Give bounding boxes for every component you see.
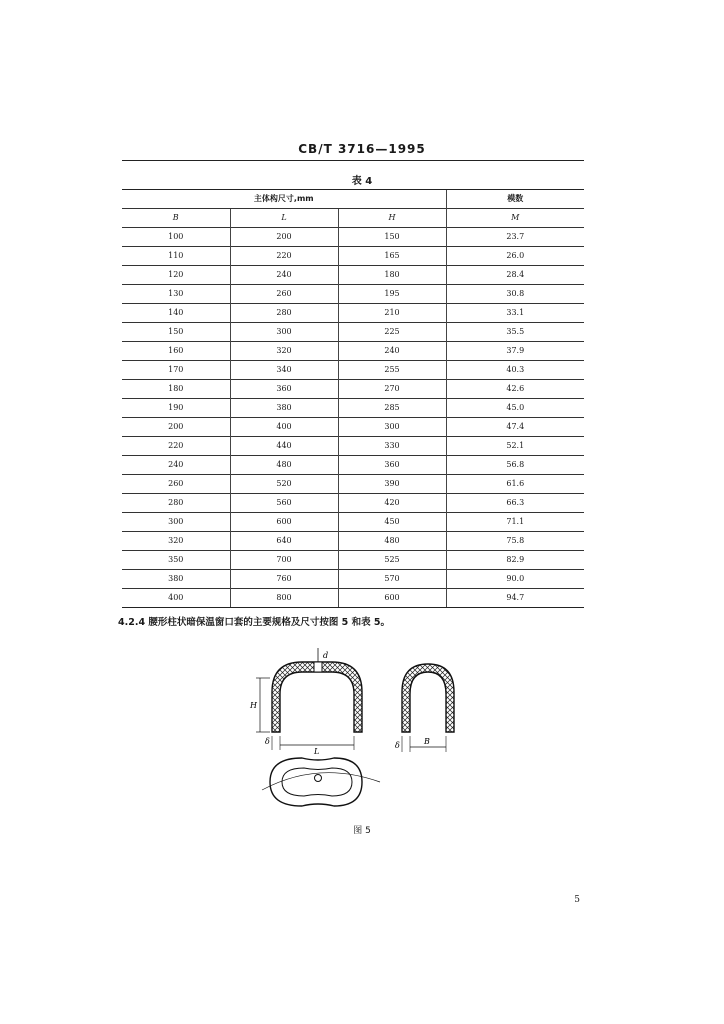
table-cell: 140 [122, 304, 230, 323]
table-cell: 400 [230, 418, 338, 437]
table-cell: 220 [122, 437, 230, 456]
table-cell: 390 [338, 475, 446, 494]
table-cell: 165 [338, 247, 446, 266]
table-cell: 195 [338, 285, 446, 304]
table-cell: 300 [338, 418, 446, 437]
table-cell: 285 [338, 399, 446, 418]
modulus-header-cell: 模数 [446, 190, 584, 209]
table-cell: 270 [338, 380, 446, 399]
table-row [122, 570, 584, 589]
table-cell: 30.8 [446, 285, 584, 304]
table-cell: 180 [338, 266, 446, 285]
header-rule [122, 160, 584, 161]
table-group-header-row [122, 190, 584, 209]
table-cell: 150 [338, 228, 446, 247]
table-row [122, 228, 584, 247]
table-row [122, 247, 584, 266]
table-row [122, 437, 584, 456]
table-cell: 570 [338, 570, 446, 589]
column-header-m: M [446, 209, 584, 228]
table-cell: 600 [338, 589, 446, 608]
table-column-header-row [122, 209, 584, 228]
spec-table [122, 189, 584, 608]
table-cell: 120 [122, 266, 230, 285]
table-cell: 170 [122, 361, 230, 380]
table-cell: 66.3 [446, 494, 584, 513]
table-cell: 760 [230, 570, 338, 589]
table-cell: 450 [338, 513, 446, 532]
table-row [122, 304, 584, 323]
table-cell: 210 [338, 304, 446, 323]
table-cell: 100 [122, 228, 230, 247]
table-row [122, 285, 584, 304]
table-cell: 220 [230, 247, 338, 266]
table-cell: 200 [230, 228, 338, 247]
table-cell: 260 [122, 475, 230, 494]
table-row [122, 361, 584, 380]
table-cell: 240 [230, 266, 338, 285]
table-cell: 525 [338, 551, 446, 570]
column-header-h: H [338, 209, 446, 228]
table-cell: 400 [122, 589, 230, 608]
table-row [122, 475, 584, 494]
table-row [122, 266, 584, 285]
table-cell: 35.5 [446, 323, 584, 342]
table-cell: 225 [338, 323, 446, 342]
table-cell: 255 [338, 361, 446, 380]
table-cell: 82.9 [446, 551, 584, 570]
table-cell: 560 [230, 494, 338, 513]
page-number: 5 [574, 895, 580, 905]
table-cell: 90.0 [446, 570, 584, 589]
front-section-view [256, 648, 362, 750]
table-cell: 47.4 [446, 418, 584, 437]
table-row [122, 513, 584, 532]
label-b: B [424, 737, 430, 746]
table-cell: 280 [122, 494, 230, 513]
table-cell: 23.7 [446, 228, 584, 247]
table-cell: 240 [338, 342, 446, 361]
table-cell: 110 [122, 247, 230, 266]
table-cell: 350 [122, 551, 230, 570]
table-cell: 700 [230, 551, 338, 570]
table-cell: 380 [230, 399, 338, 418]
table-cell: 360 [230, 380, 338, 399]
figure-caption: 图 5 [353, 826, 371, 836]
table-cell: 240 [122, 456, 230, 475]
table-cell: 26.0 [446, 247, 584, 266]
table-cell: 28.4 [446, 266, 584, 285]
table-row [122, 589, 584, 608]
figure-5-drawing [240, 640, 480, 820]
table-cell: 800 [230, 589, 338, 608]
table-cell: 42.6 [446, 380, 584, 399]
table-cell: 300 [122, 513, 230, 532]
column-header-b: B [122, 209, 230, 228]
column-header-l: L [230, 209, 338, 228]
table-cell: 520 [230, 475, 338, 494]
table-cell: 75.8 [446, 532, 584, 551]
table-cell: 37.9 [446, 342, 584, 361]
table-cell: 56.8 [446, 456, 584, 475]
table-cell: 640 [230, 532, 338, 551]
label-d: d [323, 651, 329, 660]
table-cell: 33.1 [446, 304, 584, 323]
table-cell: 61.6 [446, 475, 584, 494]
table-cell: 94.7 [446, 589, 584, 608]
label-delta-front: δ [265, 737, 270, 746]
plan-outer-outline [270, 758, 362, 806]
label-delta-side: δ [395, 741, 400, 750]
table-cell: 280 [230, 304, 338, 323]
table-row [122, 399, 584, 418]
table-row [122, 323, 584, 342]
table-cell: 45.0 [446, 399, 584, 418]
table-row [122, 551, 584, 570]
table-row [122, 456, 584, 475]
standard-code-header: CB/T 3716—1995 [298, 142, 426, 156]
clause-text: 4.2.4 腰形柱状暗保温窗口套的主要规格及尺寸按图 5 和表 5。 [118, 617, 390, 628]
plan-inner-outline [282, 768, 352, 796]
table-cell: 330 [338, 437, 446, 456]
table-cell: 52.1 [446, 437, 584, 456]
table-caption: 表 4 [351, 176, 373, 187]
table-cell: 40.3 [446, 361, 584, 380]
table-cell: 260 [230, 285, 338, 304]
side-hatched-wall [402, 664, 454, 732]
table-row [122, 418, 584, 437]
table-row [122, 494, 584, 513]
table-cell: 420 [338, 494, 446, 513]
table-cell: 380 [122, 570, 230, 589]
label-l: L [314, 747, 320, 756]
table-cell: 190 [122, 399, 230, 418]
plan-view [262, 758, 380, 806]
table-cell: 480 [230, 456, 338, 475]
table-row [122, 532, 584, 551]
table-cell: 180 [122, 380, 230, 399]
table-cell: 440 [230, 437, 338, 456]
group-header-cell: 主体构尺寸,mm [122, 190, 446, 209]
table-cell: 480 [338, 532, 446, 551]
table-cell: 320 [122, 532, 230, 551]
center-hole [314, 662, 322, 672]
table-cell: 160 [122, 342, 230, 361]
table-cell: 340 [230, 361, 338, 380]
table-cell: 360 [338, 456, 446, 475]
table-row [122, 342, 584, 361]
table-cell: 320 [230, 342, 338, 361]
table-cell: 150 [122, 323, 230, 342]
table-cell: 200 [122, 418, 230, 437]
label-h: H [250, 701, 257, 710]
table-cell: 71.1 [446, 513, 584, 532]
plan-center-hole [315, 775, 322, 782]
table-cell: 130 [122, 285, 230, 304]
table-cell: 600 [230, 513, 338, 532]
table-body [122, 228, 584, 608]
table-row [122, 380, 584, 399]
table-cell: 300 [230, 323, 338, 342]
